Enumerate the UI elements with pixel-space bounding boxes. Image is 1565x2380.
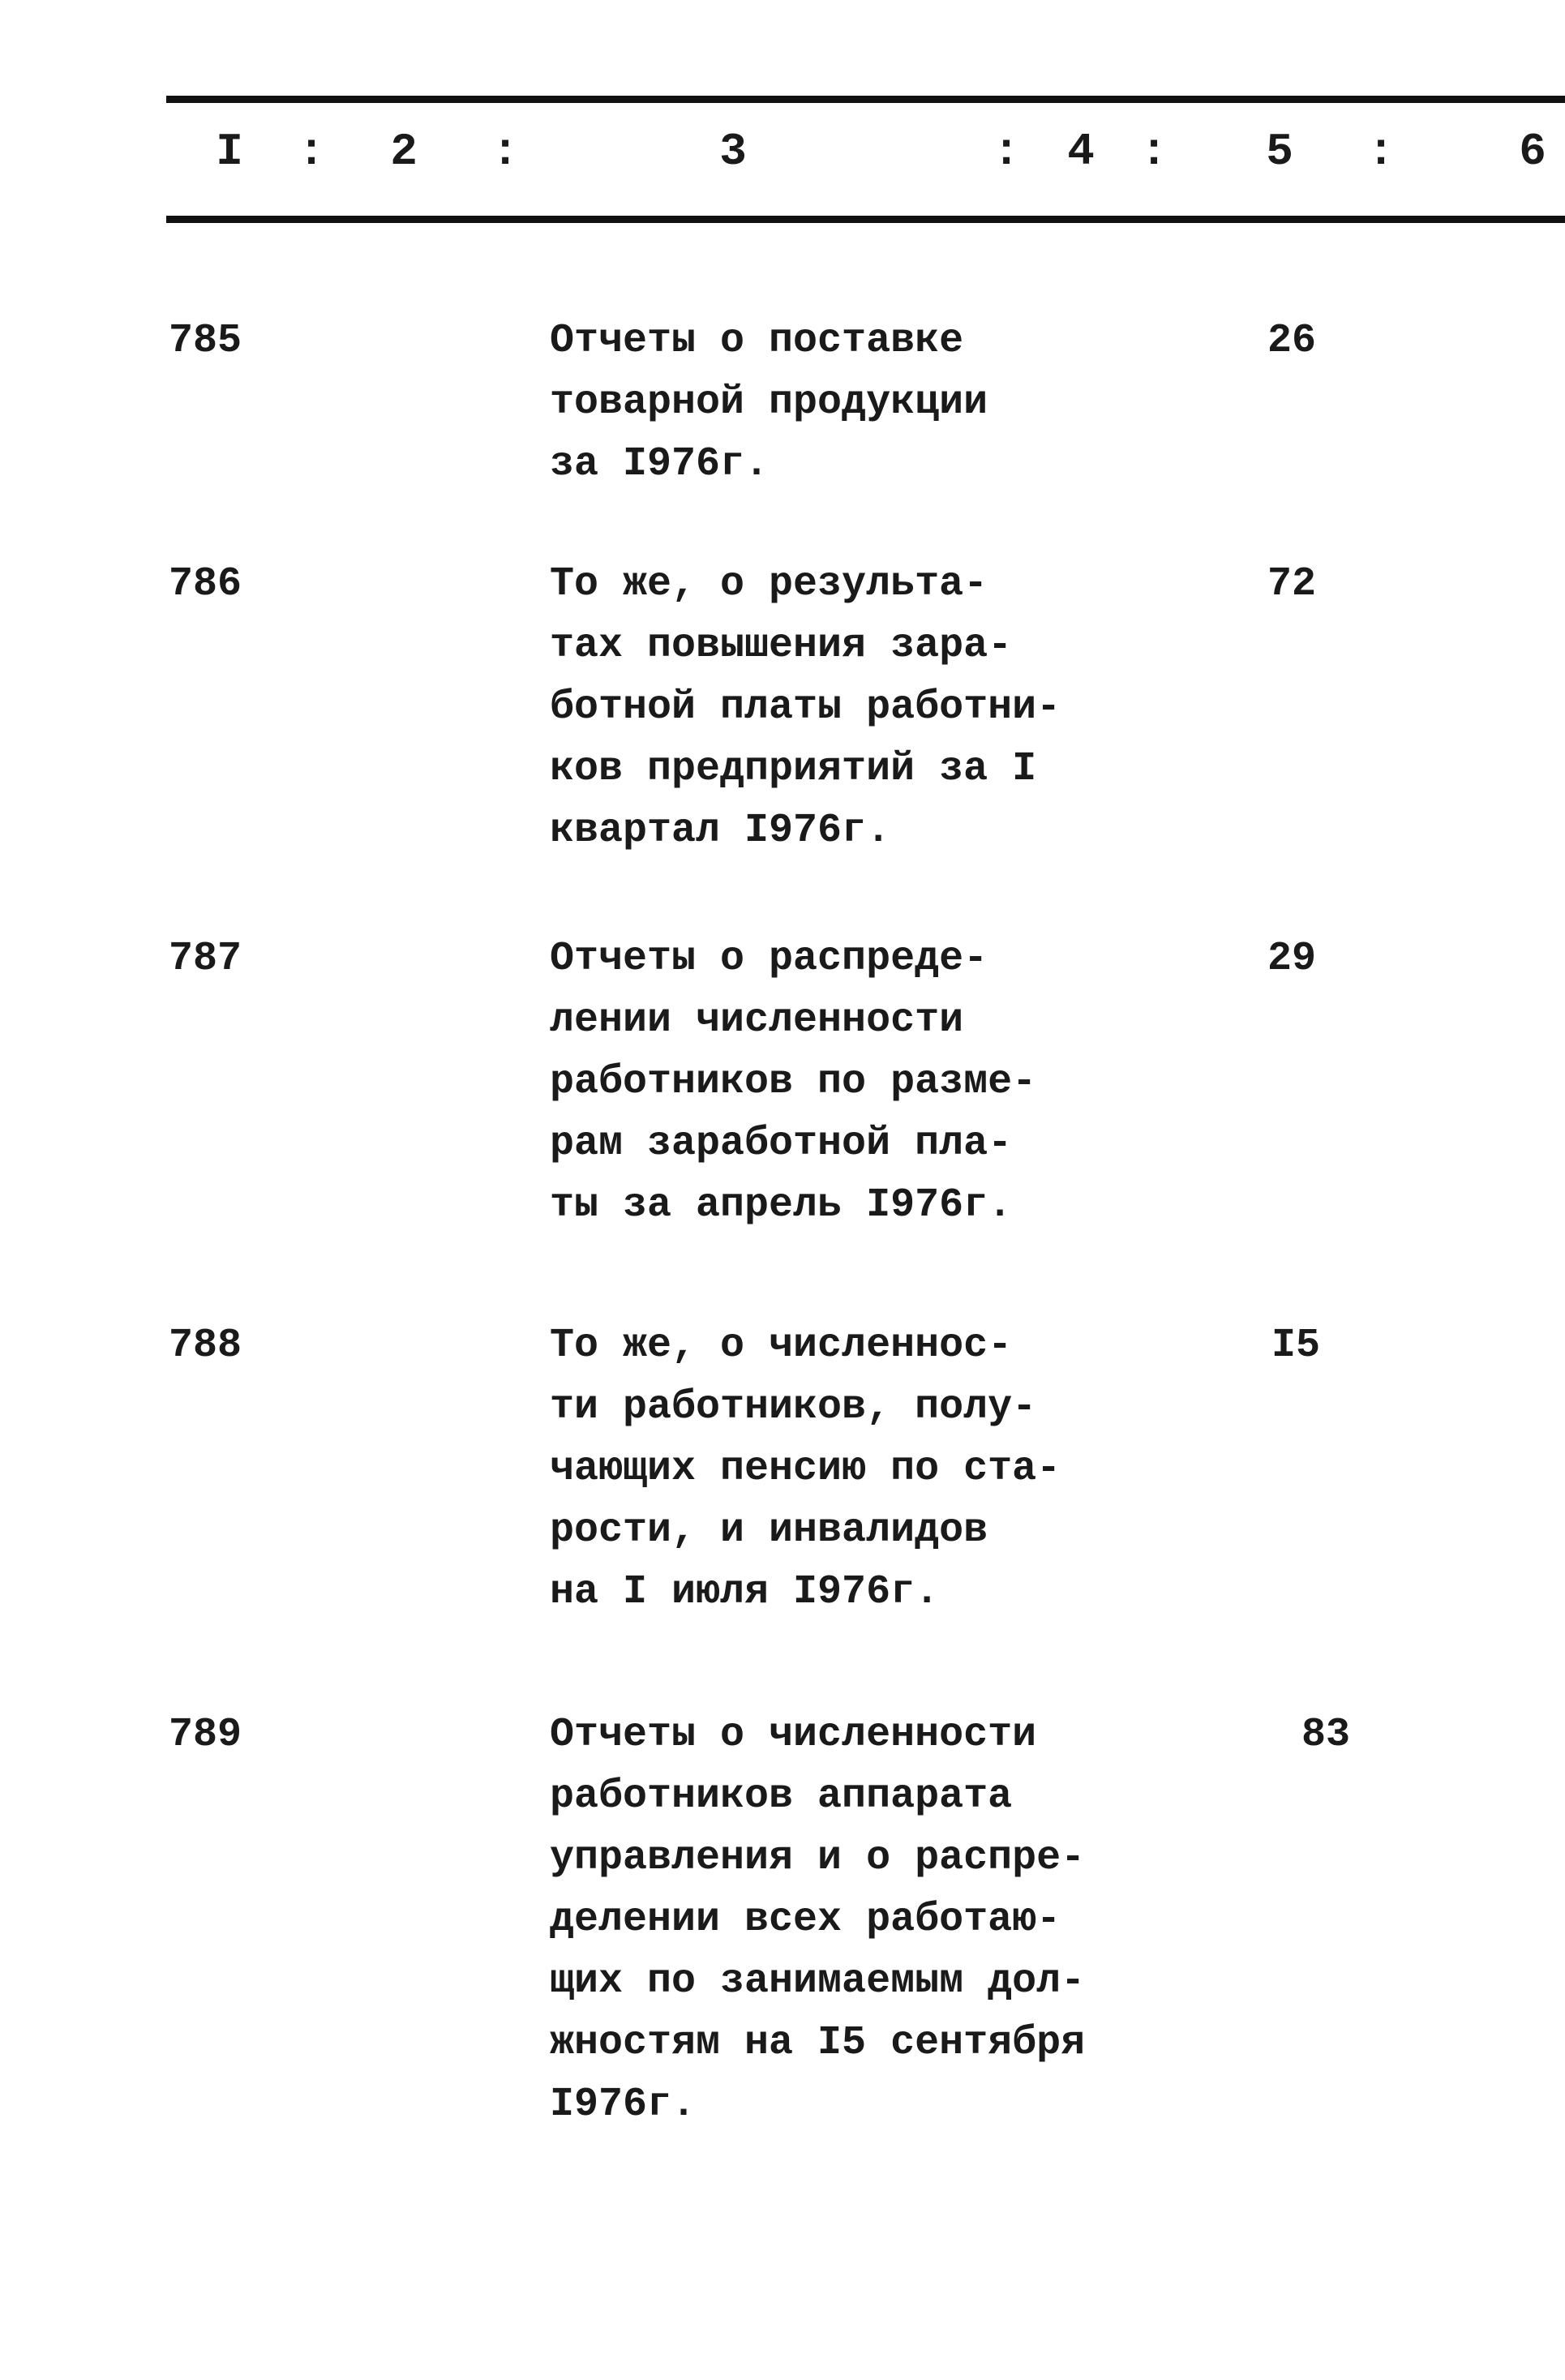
sheet-count: 26	[1267, 318, 1317, 364]
description-line: То же, о результа-	[550, 561, 988, 607]
column-separator: :	[491, 126, 519, 178]
column-separator: :	[1367, 126, 1395, 178]
record-description	[550, 928, 1036, 1237]
description-line: Отчеты о поставке	[550, 318, 964, 364]
sheet-count: 83	[1301, 1712, 1351, 1758]
column-header-6: 6	[1519, 126, 1546, 178]
description-line: ков предприятий за I	[550, 746, 1037, 792]
column-separator: :	[298, 126, 325, 178]
description-line: за I976г.	[550, 441, 770, 487]
record-description	[550, 1315, 1061, 1623]
description-line: ты за апрель I976г.	[550, 1182, 1013, 1229]
column-header-1: I	[216, 126, 243, 178]
record-number: 789	[169, 1712, 242, 1758]
description-line: Отчеты о распреде-	[550, 936, 988, 982]
column-header-4: 4	[1067, 126, 1095, 178]
record-description	[550, 311, 988, 495]
column-separator: :	[1140, 126, 1168, 178]
description-line: То же, о численнос-	[550, 1323, 1013, 1369]
sheet-count: 29	[1267, 936, 1317, 982]
record-number: 787	[169, 936, 242, 982]
sheet-count: I5	[1271, 1323, 1321, 1369]
description-line: делении всех работаю-	[550, 1897, 1061, 1943]
description-line: I976г.	[550, 2082, 697, 2128]
description-line: щих по занимаемым дол-	[550, 1958, 1086, 2005]
description-line: Отчеты о численности	[550, 1712, 1037, 1758]
record-number: 786	[169, 561, 242, 607]
description-line: на I июля I976г.	[550, 1569, 940, 1615]
description-line: чающих пенсию по ста-	[550, 1446, 1061, 1492]
description-line: тах повышения зара-	[550, 623, 1013, 669]
description-line: работников аппарата	[550, 1773, 1013, 1820]
record-description	[550, 554, 1061, 862]
column-header-5: 5	[1266, 126, 1293, 178]
sheet-count: 72	[1267, 561, 1317, 607]
description-line: жностям на I5 сентября	[550, 2020, 1086, 2066]
column-header-3: 3	[719, 126, 747, 178]
description-line: управления и о распре-	[550, 1835, 1086, 1881]
description-line: рости, и инвалидов	[550, 1507, 988, 1554]
column-header-2: 2	[390, 126, 418, 178]
description-line: рам заработной пла-	[550, 1121, 1013, 1167]
description-line: ти работников, полу-	[550, 1384, 1037, 1430]
description-line: товарной продукции	[550, 380, 988, 426]
header-bottom-rule	[166, 216, 1565, 223]
description-line: лении численности	[550, 997, 964, 1044]
record-description	[550, 1705, 1085, 2136]
description-line: работников по разме-	[550, 1059, 1037, 1105]
column-separator: :	[993, 126, 1020, 178]
header-top-rule	[166, 96, 1565, 103]
description-line: квартал I976г.	[550, 808, 891, 854]
record-number: 788	[169, 1323, 242, 1369]
description-line: ботной платы работни-	[550, 684, 1061, 731]
record-number: 785	[169, 318, 242, 364]
